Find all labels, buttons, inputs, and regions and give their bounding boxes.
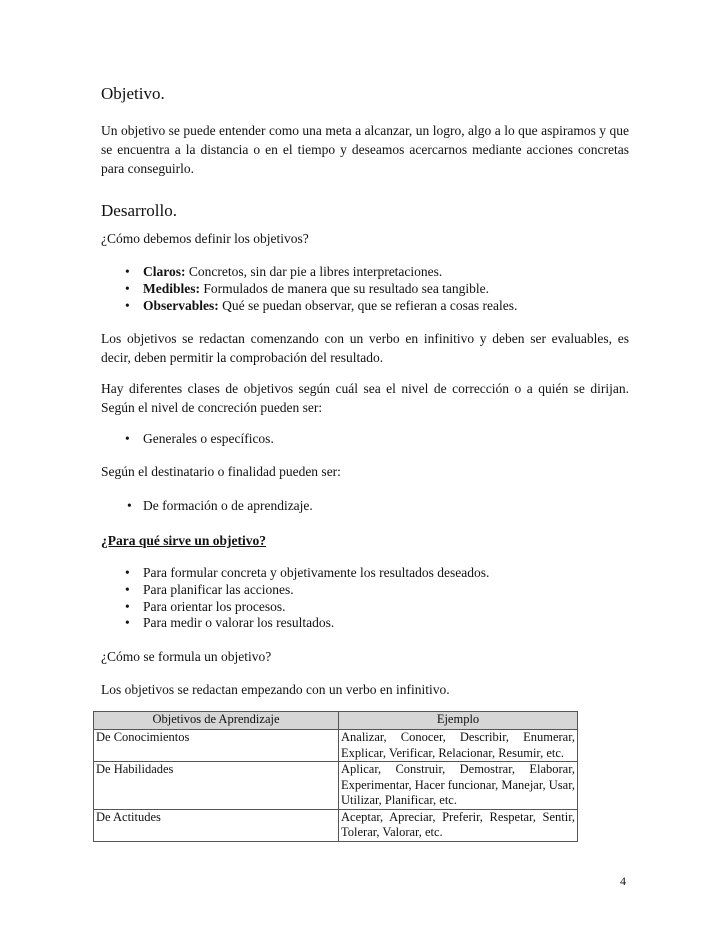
heading-desarrollo: Desarrollo.: [101, 201, 178, 220]
criteria-text: Concretos, sin dar pie a libres interpretaciones.: [185, 264, 443, 279]
table-row: [94, 809, 578, 841]
bullet-icon: •: [125, 598, 130, 614]
list-item: • Para medir o valorar los resultados.: [125, 615, 335, 631]
list-item: • Para planificar las acciones.: [125, 581, 294, 597]
cell-example: Analizar, Conocer, Describir, Enumerar, Explicar, Verificar, Relacionar, Resumir, etc.: [339, 730, 578, 762]
page-number: 4: [620, 874, 626, 888]
list-item: • Generales o específicos.: [125, 431, 274, 446]
bullet-icon: •: [125, 431, 130, 446]
criteria-text: Formulados de manera que su resultado sea tangible.: [200, 280, 490, 296]
clases-paragraph: Hay diferentes clases de objetivos según cuál sea el nivel de corrección o a quién se dirijan. Según el nivel de concreción pueden ser:: [101, 381, 629, 415]
formula-answer: Los objetivos se redactan empezando con un verbo en infinitivo.: [101, 682, 450, 697]
list-item: • Para orientar los procesos.: [125, 598, 286, 614]
formula-question: ¿Cómo se formula un objetivo?: [101, 649, 272, 664]
cell-example: Aplicar, Construir, Demostrar, Elaborar, Experimentar, Hacer funcionar, Manejar, Usar, Utilizar, Planificar, etc.: [339, 762, 578, 810]
objectives-table: [93, 711, 578, 842]
table-row: [94, 762, 578, 810]
para-que-list: [101, 565, 629, 632]
table-row: [94, 730, 578, 762]
cell-type: De Conocimientos: [94, 730, 339, 762]
list-item: [101, 298, 629, 315]
bullet-icon: •: [125, 297, 130, 313]
list-item: • Para formular concreta y objetivamente los resultados deseados.: [125, 565, 490, 580]
redaccion-paragraph: Los objetivos se redactan comenzando con un verbo en infinitivo y deben ser evaluables, es decir, deben permitir la comprobación del resultado.: [101, 331, 629, 365]
bullet-icon: •: [125, 264, 130, 279]
concrecion-list: [101, 431, 629, 448]
criteria-term: Observables:: [143, 297, 219, 313]
cell-example: Aceptar, Apreciar, Preferir, Respetar, Sentir, Tolerar, Valorar, etc.: [339, 809, 578, 841]
criteria-term: Medibles:: [143, 280, 200, 296]
bullet-icon: •: [125, 280, 130, 296]
header-objetivos: Objetivos de Aprendizaje: [94, 712, 339, 730]
destinatario-intro: Según el destinatario o finalidad pueden ser:: [101, 464, 341, 479]
bullet-icon: •: [125, 565, 130, 580]
para-que-heading: ¿Para qué sirve un objetivo?: [101, 533, 266, 548]
destinatario-list: [101, 498, 629, 515]
bullet-icon: •: [125, 581, 130, 597]
list-item: [101, 281, 629, 298]
criteria-list: [101, 264, 629, 314]
table-header-row: [94, 712, 578, 730]
header-ejemplo: Ejemplo: [339, 712, 578, 730]
cell-type: De Actitudes: [94, 809, 339, 841]
bullet-icon: •: [125, 615, 130, 631]
list-item: • De formación o de aprendizaje.: [127, 498, 313, 513]
criteria-term: Claros:: [143, 264, 186, 279]
heading-objetivo: Objetivo.: [101, 84, 165, 103]
criteria-text: Qué se puedan observar, que se refieran a cosas reales.: [218, 297, 518, 313]
list-item: [101, 264, 629, 281]
definir-question: ¿Cómo debemos definir los objetivos?: [101, 231, 309, 246]
objetivo-paragraph: Un objetivo se puede entender como una meta a alcanzar, un logro, algo a lo que aspiramos y que se encuentra a la distancia o en el tiempo y deseamos acercarnos mediante acciones concretas para conseguirlo.: [101, 123, 629, 176]
cell-type: De Habilidades: [94, 762, 339, 810]
bullet-icon: •: [127, 498, 132, 513]
